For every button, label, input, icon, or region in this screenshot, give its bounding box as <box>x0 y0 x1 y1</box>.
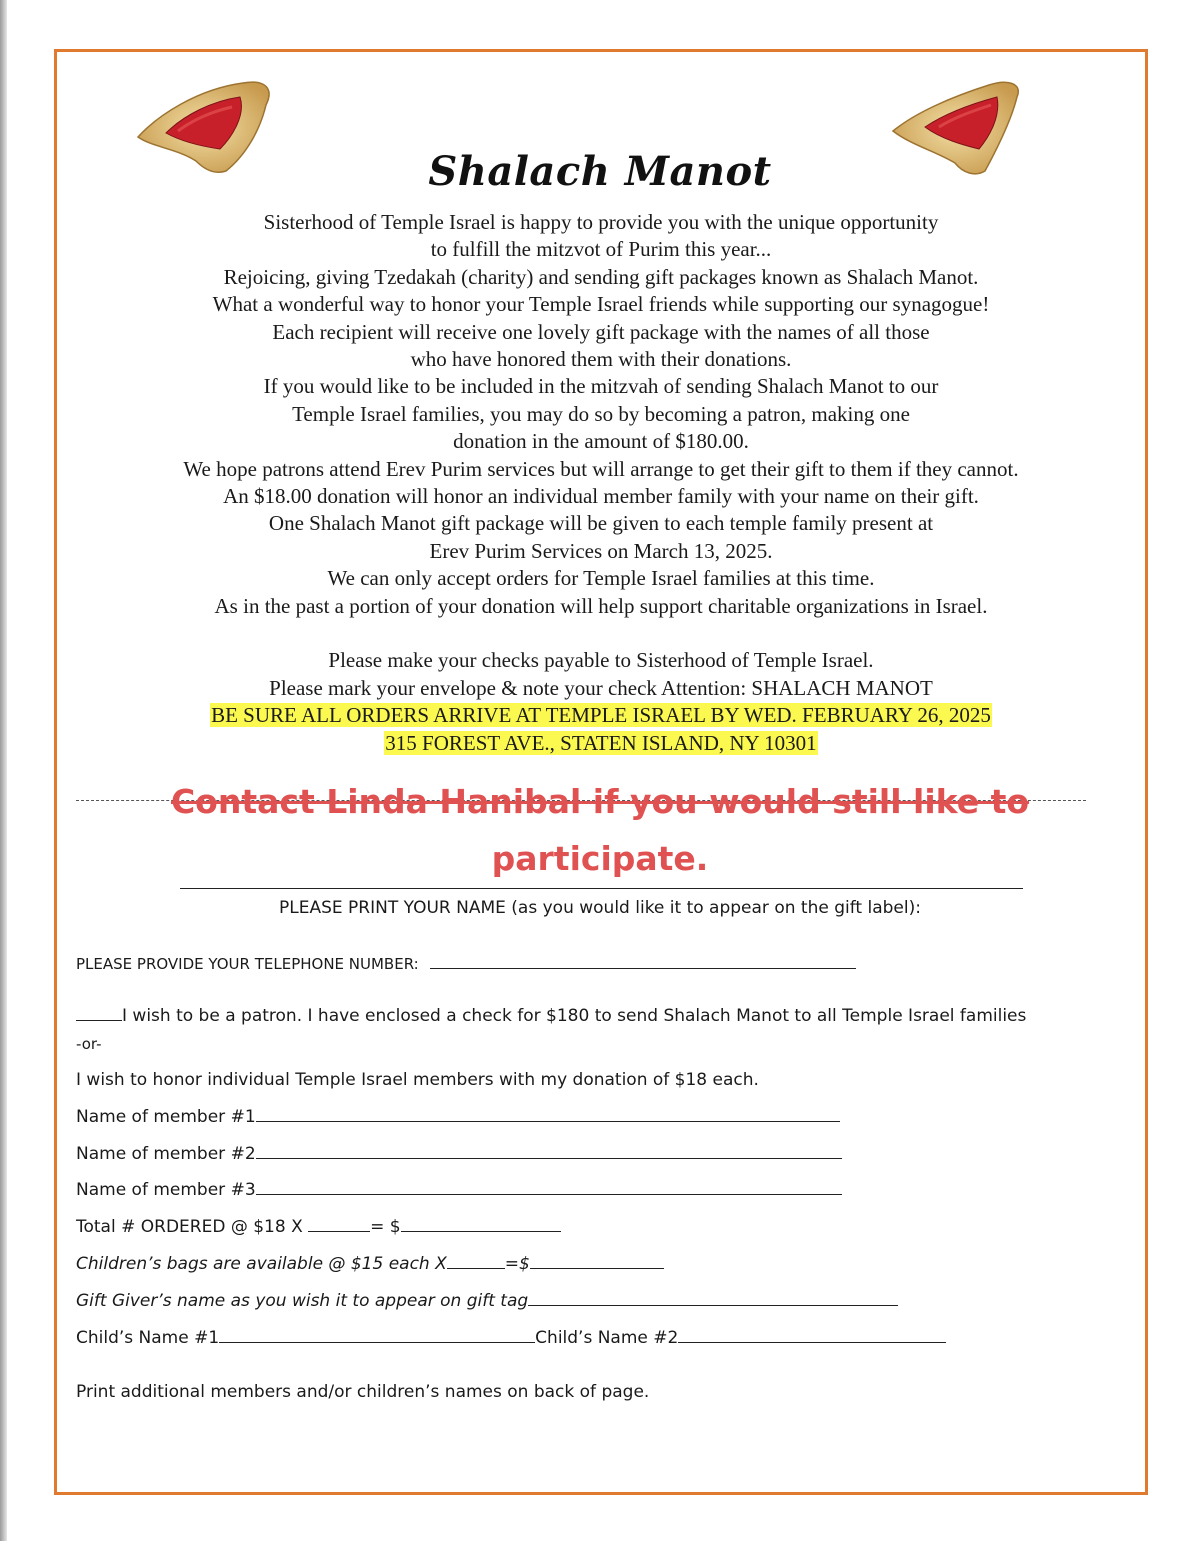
address-highlight: 315 FOREST AVE., STATEN ISLAND, NY 10301 <box>385 730 817 755</box>
intro-line: We hope patrons attend Erev Purim services but will arrange to get their gift to them if they cannot. <box>183 456 1019 481</box>
intro-line: Each recipient will receive one lovely gift package with the names of all those <box>272 319 930 344</box>
child-names-row <box>76 1328 946 1348</box>
intro-text <box>60 209 1142 757</box>
intro-line: One Shalach Manot gift package will be given to each temple family present at <box>268 511 934 536</box>
intro-line: Erev Purim Services on March 13, 2025. <box>429 538 773 563</box>
intro-line: Sisterhood of Temple Israel is happy to provide you with the unique opportunity <box>263 210 939 234</box>
total-label: Total # ORDERED @ $18 X <box>76 1217 303 1237</box>
name-entry-line[interactable] <box>180 888 1023 889</box>
member-1-field[interactable] <box>256 1107 840 1122</box>
checks-payable-line: Please make your checks payable to Sisterhood of Temple Israel. <box>328 648 874 673</box>
page-edge-shadow <box>0 0 7 1541</box>
member-1-row <box>76 1107 840 1127</box>
deadline-highlight: BE SURE ALL ORDERS ARRIVE AT TEMPLE ISRAEL BY WED. FEBRUARY 26, 2025 <box>211 703 991 728</box>
total-amount-field[interactable] <box>401 1217 561 1232</box>
child-1-label: Child’s Name #1 <box>76 1328 220 1348</box>
total-row <box>76 1217 561 1237</box>
phone-field[interactable] <box>430 954 856 969</box>
intro-line: donation in the amount of $180.00. <box>453 429 749 454</box>
total-equals: = $ <box>370 1217 401 1237</box>
intro-line: As in the past a portion of your donation will help support charitable organizations in Israel. <box>214 593 988 618</box>
intro-line: What a wonderful way to honor your Temple Israel friends while supporting our synagogue! <box>212 292 990 317</box>
patron-text: I wish to be a patron. I have enclosed a check for $180 to send Shalach Manot to all Temple Israel families <box>122 1006 1027 1026</box>
intro-line: An $18.00 donation will honor an individual member family with your name on their gift. <box>223 484 979 509</box>
blank-gap <box>60 620 1142 647</box>
child-1-field[interactable] <box>219 1328 535 1343</box>
contact-line-2: participate. <box>491 839 709 878</box>
phone-label: PLEASE PROVIDE YOUR TELEPHONE NUMBER: <box>76 955 419 973</box>
envelope-note-line: Please mark your envelope & note your check Attention: SHALACH MANOT <box>269 675 933 700</box>
member-2-label: Name of member #2 <box>76 1144 256 1164</box>
total-qty-field[interactable] <box>308 1217 370 1232</box>
print-name-label: PLEASE PRINT YOUR NAME (as you would like it to appear on the gift label): <box>279 898 921 918</box>
intro-line: to fulfill the mitzvot of Purim this year... <box>430 237 772 262</box>
child-2-field[interactable] <box>678 1328 946 1343</box>
member-2-field[interactable] <box>256 1144 842 1159</box>
giver-row <box>76 1291 898 1311</box>
patron-checkbox-line[interactable] <box>76 1006 122 1021</box>
children-bags-label: Children’s bags are available @ $15 each X <box>76 1254 447 1274</box>
children-amount-field[interactable] <box>530 1254 664 1269</box>
member-2-row <box>76 1144 842 1164</box>
intro-line: who have honored them with their donations. <box>410 347 792 372</box>
page-title: Shalach Manot <box>428 148 772 195</box>
member-3-field[interactable] <box>256 1180 842 1195</box>
children-bags-row <box>76 1254 664 1274</box>
child-2-label: Child’s Name #2 <box>535 1328 679 1348</box>
member-3-row <box>76 1180 842 1200</box>
contact-line-1: Contact Linda Hanibal if you would still like to <box>170 782 1030 821</box>
intro-line: We can only accept orders for Temple Israel families at this time. <box>327 566 875 591</box>
giver-label: Gift Giver’s name as you wish it to appear on gift tag <box>76 1291 529 1311</box>
member-1-label: Name of member #1 <box>76 1107 256 1127</box>
children-qty-field[interactable] <box>447 1254 505 1269</box>
honor-text: I wish to honor individual Temple Israel members with my donation of $18 each. <box>76 1070 759 1090</box>
intro-line: Rejoicing, giving Tzedakah (charity) and sending gift packages known as Shalach Manot. <box>223 264 979 289</box>
phone-row <box>76 954 856 973</box>
footer-note: Print additional members and/or children’s names on back of page. <box>76 1382 650 1402</box>
contact-overlay <box>100 773 1100 887</box>
or-text: -or- <box>76 1035 102 1053</box>
patron-row <box>76 1006 1026 1026</box>
intro-line: If you would like to be included in the mitzvah of sending Shalach Manot to our <box>263 374 939 399</box>
children-equals: =$ <box>504 1254 530 1274</box>
intro-line: Temple Israel families, you may do so by becoming a patron, making one <box>292 401 910 426</box>
giver-field[interactable] <box>528 1291 898 1306</box>
member-3-label: Name of member #3 <box>76 1180 256 1200</box>
